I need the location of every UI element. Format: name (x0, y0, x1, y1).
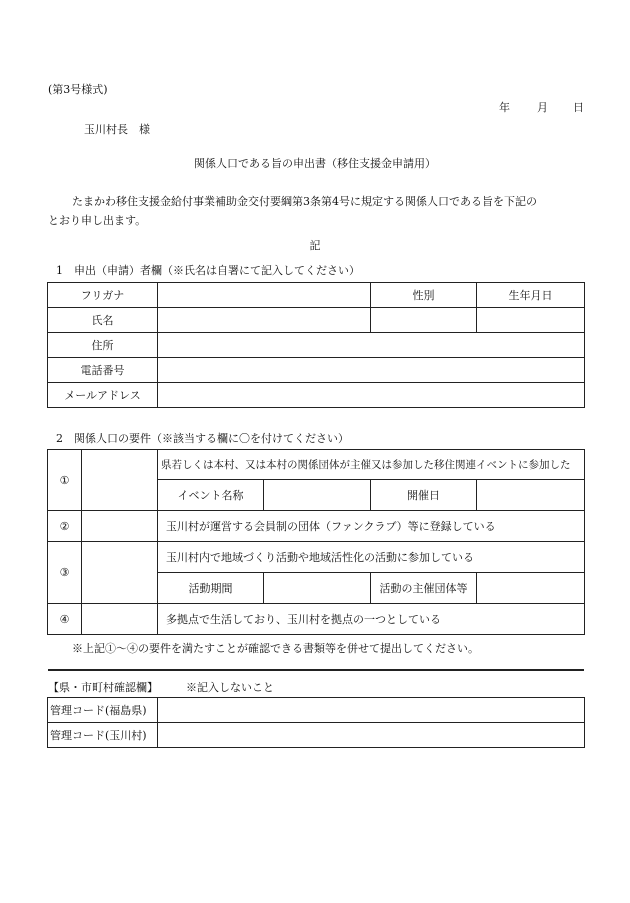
requirement-4-number: ④ (48, 604, 82, 635)
requirements-table (47, 449, 585, 635)
phone-field[interactable] (158, 358, 585, 383)
event-name-field[interactable] (264, 480, 371, 511)
activity-organizer-label: 活動の主催団体等 (371, 573, 477, 604)
section1-heading: 1 申出（申請）者欄（※氏名は自署にて記入してください） (56, 264, 360, 277)
requirement-2-number: ② (48, 511, 82, 542)
activity-organizer-field[interactable] (477, 573, 585, 604)
requirement-4-text: 多拠点で生活しており、玉川村を拠点の一つとしている (158, 604, 585, 635)
name-field[interactable] (158, 308, 371, 333)
section2-heading: 2 関係人口の要件（※該当する欄に〇を付けてください） (56, 432, 349, 445)
ki-heading: 記 (309, 239, 321, 252)
activity-period-field[interactable] (264, 573, 371, 604)
requirement-2-text: 玉川村が運営する会員制の団体（ファンクラブ）等に登録している (158, 511, 585, 542)
email-label: メールアドレス (48, 383, 158, 408)
requirements-note: ※上記①～④の要件を満たすことが確認できる書類等を併せて提出してください。 (72, 642, 479, 655)
requirement-2-checkbox[interactable] (82, 511, 158, 542)
event-date-field[interactable] (477, 480, 585, 511)
birthdate-label: 生年月日 (477, 283, 585, 308)
date-year-label: 年 (499, 101, 510, 114)
event-date-label: 開催日 (371, 480, 477, 511)
section-divider (48, 669, 584, 671)
intro-text-line1: たまかわ移住支援金給付事業補助金交付要綱第3条第4号に規定する関係人口である旨を下記の (72, 195, 537, 208)
code-prefecture-field (158, 698, 585, 723)
requirement-1-text: 県若しくは本村、又は本村の関係団体が主催又は参加した移住関連イベントに参加した (158, 450, 585, 480)
gender-label: 性別 (371, 283, 477, 308)
form-number: (第3号様式) (48, 83, 108, 96)
phone-label: 電話番号 (48, 358, 158, 383)
activity-period-label: 活動期間 (158, 573, 264, 604)
confirmation-table (47, 697, 585, 748)
confirmation-note: ※記入しないこと (186, 681, 274, 694)
confirmation-heading: 【県・市町村確認欄】 (48, 681, 158, 694)
date-month-label: 月 (537, 101, 548, 114)
addressee: 玉川村長 様 (84, 123, 150, 136)
address-label: 住所 (48, 333, 158, 358)
code-village-field (158, 723, 585, 748)
requirement-1-checkbox[interactable] (82, 450, 158, 511)
requirement-3-checkbox[interactable] (82, 542, 158, 604)
address-field[interactable] (158, 333, 585, 358)
name-label: 氏名 (48, 308, 158, 333)
requirement-3-text: 玉川村内で地域づくり活動や地域活性化の活動に参加している (158, 542, 585, 573)
event-name-label: イベント名称 (158, 480, 264, 511)
requirement-1-number: ① (48, 450, 82, 511)
furigana-label: フリガナ (48, 283, 158, 308)
date-day-label: 日 (573, 101, 584, 114)
code-village-label: 管理コード(玉川村) (48, 723, 158, 748)
birthdate-field[interactable] (477, 308, 585, 333)
furigana-field[interactable] (158, 283, 371, 308)
document-title: 関係人口である旨の申出書（移住支援金申請用） (194, 157, 436, 170)
requirement-4-checkbox[interactable] (82, 604, 158, 635)
applicant-table (47, 282, 585, 408)
email-field[interactable] (158, 383, 585, 408)
requirement-3-number: ③ (48, 542, 82, 604)
intro-text-line2: とおり申し出ます。 (48, 214, 147, 227)
gender-field[interactable] (371, 308, 477, 333)
code-prefecture-label: 管理コード(福島県) (48, 698, 158, 723)
